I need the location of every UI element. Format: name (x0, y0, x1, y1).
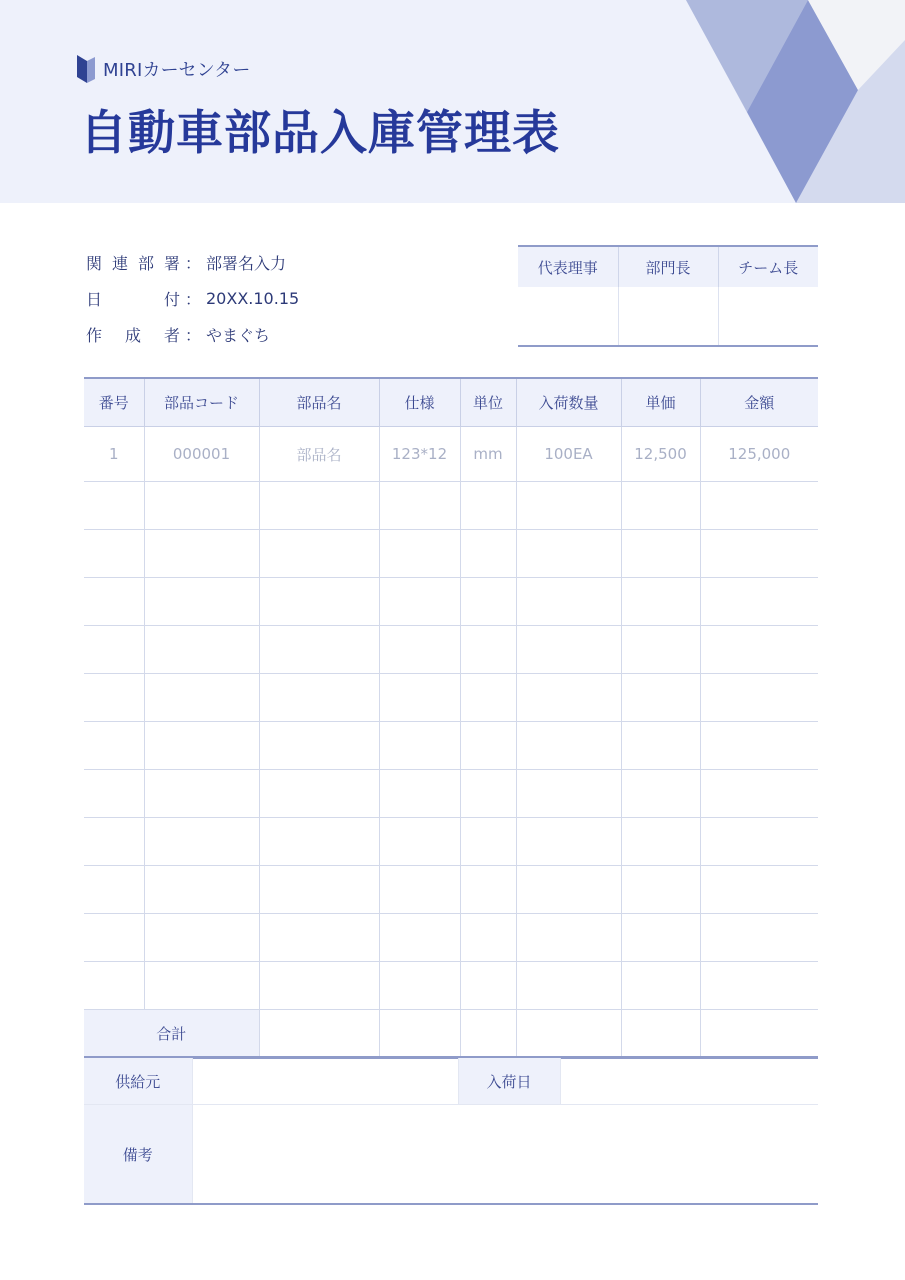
total-cell[interactable] (460, 1010, 516, 1059)
table-row (84, 482, 818, 530)
table-cell[interactable] (259, 722, 379, 770)
table-cell[interactable] (460, 530, 516, 578)
table-cell[interactable] (259, 914, 379, 962)
cell-amount[interactable]: 125,000 (700, 427, 818, 482)
table-row (84, 674, 818, 722)
table-row (84, 962, 818, 1010)
table-cell[interactable] (460, 770, 516, 818)
table-cell[interactable] (379, 962, 460, 1010)
table-cell[interactable] (259, 866, 379, 914)
col-header-spec: 仕様 (379, 378, 460, 427)
date-value[interactable]: 20XX.10.15 (206, 288, 300, 308)
table-cell[interactable] (460, 866, 516, 914)
table-cell[interactable] (144, 626, 259, 674)
table-cell[interactable] (460, 914, 516, 962)
cell-unit-price[interactable]: 12,500 (621, 427, 700, 482)
table-cell[interactable] (621, 722, 700, 770)
parts-table (84, 377, 818, 1059)
meta-row-department: 関 連 部 署 ： 部署名入力 (86, 244, 299, 280)
table-cell[interactable] (379, 482, 460, 530)
supplier-label: 供給元 (84, 1057, 192, 1105)
table-cell[interactable] (379, 722, 460, 770)
total-cell[interactable] (621, 1010, 700, 1059)
document-meta (86, 244, 299, 352)
arrival-date-label: 入荷日 (458, 1057, 560, 1105)
table-cell[interactable] (516, 770, 621, 818)
table-cell[interactable] (516, 914, 621, 962)
table-cell[interactable] (516, 578, 621, 626)
table-cell[interactable] (700, 770, 818, 818)
table-cell[interactable] (516, 818, 621, 866)
table-cell[interactable] (700, 722, 818, 770)
table-cell[interactable] (621, 818, 700, 866)
col-header-quantity: 入荷数量 (516, 378, 621, 427)
table-cell[interactable] (259, 674, 379, 722)
table-cell[interactable] (700, 866, 818, 914)
approval-header-dept-head: 部門長 (618, 246, 718, 287)
table-cell[interactable] (259, 770, 379, 818)
table-cell[interactable] (621, 530, 700, 578)
col-header-unit: 単位 (460, 378, 516, 427)
table-cell[interactable] (516, 482, 621, 530)
table-cell[interactable] (621, 866, 700, 914)
table-cell[interactable] (700, 626, 818, 674)
table-cell[interactable] (379, 626, 460, 674)
table-cell[interactable] (516, 530, 621, 578)
table-cell[interactable] (84, 722, 144, 770)
logo-icon (77, 55, 97, 83)
table-cell[interactable] (144, 674, 259, 722)
total-row (84, 1010, 818, 1059)
table-cell[interactable] (700, 578, 818, 626)
table-cell[interactable] (621, 626, 700, 674)
table-cell[interactable] (84, 674, 144, 722)
table-cell[interactable] (700, 914, 818, 962)
table-cell[interactable] (144, 818, 259, 866)
col-header-unit-price: 単価 (621, 378, 700, 427)
cell-part-name[interactable]: 部品名 (259, 427, 379, 482)
table-row (84, 770, 818, 818)
table-row (84, 866, 818, 914)
table-cell[interactable] (84, 914, 144, 962)
notes-field[interactable] (192, 1105, 818, 1205)
table-cell[interactable] (84, 962, 144, 1010)
table-cell[interactable] (460, 626, 516, 674)
table-cell[interactable] (621, 962, 700, 1010)
table-cell[interactable] (379, 674, 460, 722)
total-label: 合計 (84, 1010, 259, 1059)
notes-label: 備考 (84, 1105, 192, 1205)
page-title: 自動車部品入庫管理表 (80, 106, 560, 161)
table-cell[interactable] (516, 722, 621, 770)
cell-part-code[interactable]: 000001 (144, 427, 259, 482)
table-cell[interactable] (144, 482, 259, 530)
table-cell[interactable] (621, 578, 700, 626)
approval-stamp-cell[interactable] (718, 287, 818, 346)
table-cell[interactable] (516, 962, 621, 1010)
col-header-part-name: 部品名 (259, 378, 379, 427)
table-cell[interactable] (259, 962, 379, 1010)
table-cell[interactable] (700, 674, 818, 722)
approval-table (518, 245, 818, 347)
table-cell[interactable] (84, 578, 144, 626)
table-cell[interactable] (84, 482, 144, 530)
company-name: MIRIカーセンター (103, 60, 251, 81)
table-cell[interactable] (621, 914, 700, 962)
table-cell[interactable] (379, 578, 460, 626)
table-row (84, 722, 818, 770)
table-cell[interactable] (700, 482, 818, 530)
col-header-amount: 金額 (700, 378, 818, 427)
table-cell[interactable] (84, 530, 144, 578)
table-cell[interactable] (84, 626, 144, 674)
table-cell[interactable] (144, 866, 259, 914)
table-row (84, 818, 818, 866)
table-cell[interactable] (259, 530, 379, 578)
table-cell[interactable] (379, 770, 460, 818)
table-cell[interactable] (84, 818, 144, 866)
table-cell[interactable] (84, 770, 144, 818)
approval-stamp-cell[interactable] (518, 287, 618, 346)
approval-header-director: 代表理事 (518, 246, 618, 287)
approval-stamp-cell[interactable] (618, 287, 718, 346)
table-cell[interactable] (144, 530, 259, 578)
author-value[interactable]: やまぐち (206, 325, 271, 345)
table-cell[interactable] (460, 578, 516, 626)
total-cell[interactable] (379, 1010, 460, 1059)
meta-row-date: 日 付 ： 20XX.10.15 (86, 288, 300, 309)
table-cell[interactable] (379, 866, 460, 914)
table-cell[interactable] (460, 962, 516, 1010)
table-cell[interactable] (460, 482, 516, 530)
meta-label: 関 連 部 署 (86, 253, 180, 273)
col-header-number: 番号 (84, 378, 144, 427)
meta-label: 日 付 (86, 289, 180, 309)
table-cell[interactable] (700, 962, 818, 1010)
table-cell[interactable] (144, 770, 259, 818)
table-cell[interactable] (144, 722, 259, 770)
table-cell[interactable] (460, 818, 516, 866)
table-cell[interactable] (460, 674, 516, 722)
cell-spec[interactable]: 123*12 (379, 427, 460, 482)
cell-unit[interactable]: mm (460, 427, 516, 482)
meta-label: 作 成 者 (86, 325, 180, 345)
total-cell[interactable] (516, 1010, 621, 1059)
cell-quantity[interactable]: 100EA (516, 427, 621, 482)
table-cell[interactable] (516, 626, 621, 674)
table-cell[interactable] (621, 482, 700, 530)
table-row (84, 626, 818, 674)
table-cell[interactable] (144, 914, 259, 962)
table-row (84, 427, 818, 482)
table-row (84, 530, 818, 578)
table-cell[interactable] (259, 626, 379, 674)
table-cell[interactable] (516, 674, 621, 722)
table-cell[interactable] (259, 818, 379, 866)
cell-number[interactable]: 1 (84, 427, 144, 482)
table-cell[interactable] (460, 722, 516, 770)
table-cell[interactable] (700, 530, 818, 578)
arrival-date-field[interactable] (560, 1057, 818, 1105)
table-cell[interactable] (144, 962, 259, 1010)
table-header-row (84, 378, 818, 427)
table-cell[interactable] (516, 866, 621, 914)
table-row (84, 578, 818, 626)
col-header-part-code: 部品コード (144, 378, 259, 427)
table-cell[interactable] (84, 866, 144, 914)
table-cell[interactable] (700, 818, 818, 866)
header-banner (0, 0, 905, 203)
table-cell[interactable] (379, 914, 460, 962)
department-value[interactable]: 部署名入力 (206, 253, 287, 273)
total-cell[interactable] (700, 1010, 818, 1059)
meta-row-author: 作 成 者 ： やまぐち (86, 316, 299, 352)
table-cell[interactable] (379, 530, 460, 578)
supply-info-table (84, 1056, 818, 1205)
approval-header-team-lead: チーム長 (718, 246, 818, 287)
table-cell[interactable] (621, 674, 700, 722)
table-cell[interactable] (621, 770, 700, 818)
total-cell[interactable] (259, 1010, 379, 1059)
table-row (84, 914, 818, 962)
table-cell[interactable] (379, 818, 460, 866)
supplier-field[interactable] (192, 1057, 458, 1105)
table-cell[interactable] (144, 578, 259, 626)
table-cell[interactable] (259, 578, 379, 626)
empty-rows (84, 482, 818, 1010)
table-cell[interactable] (259, 482, 379, 530)
